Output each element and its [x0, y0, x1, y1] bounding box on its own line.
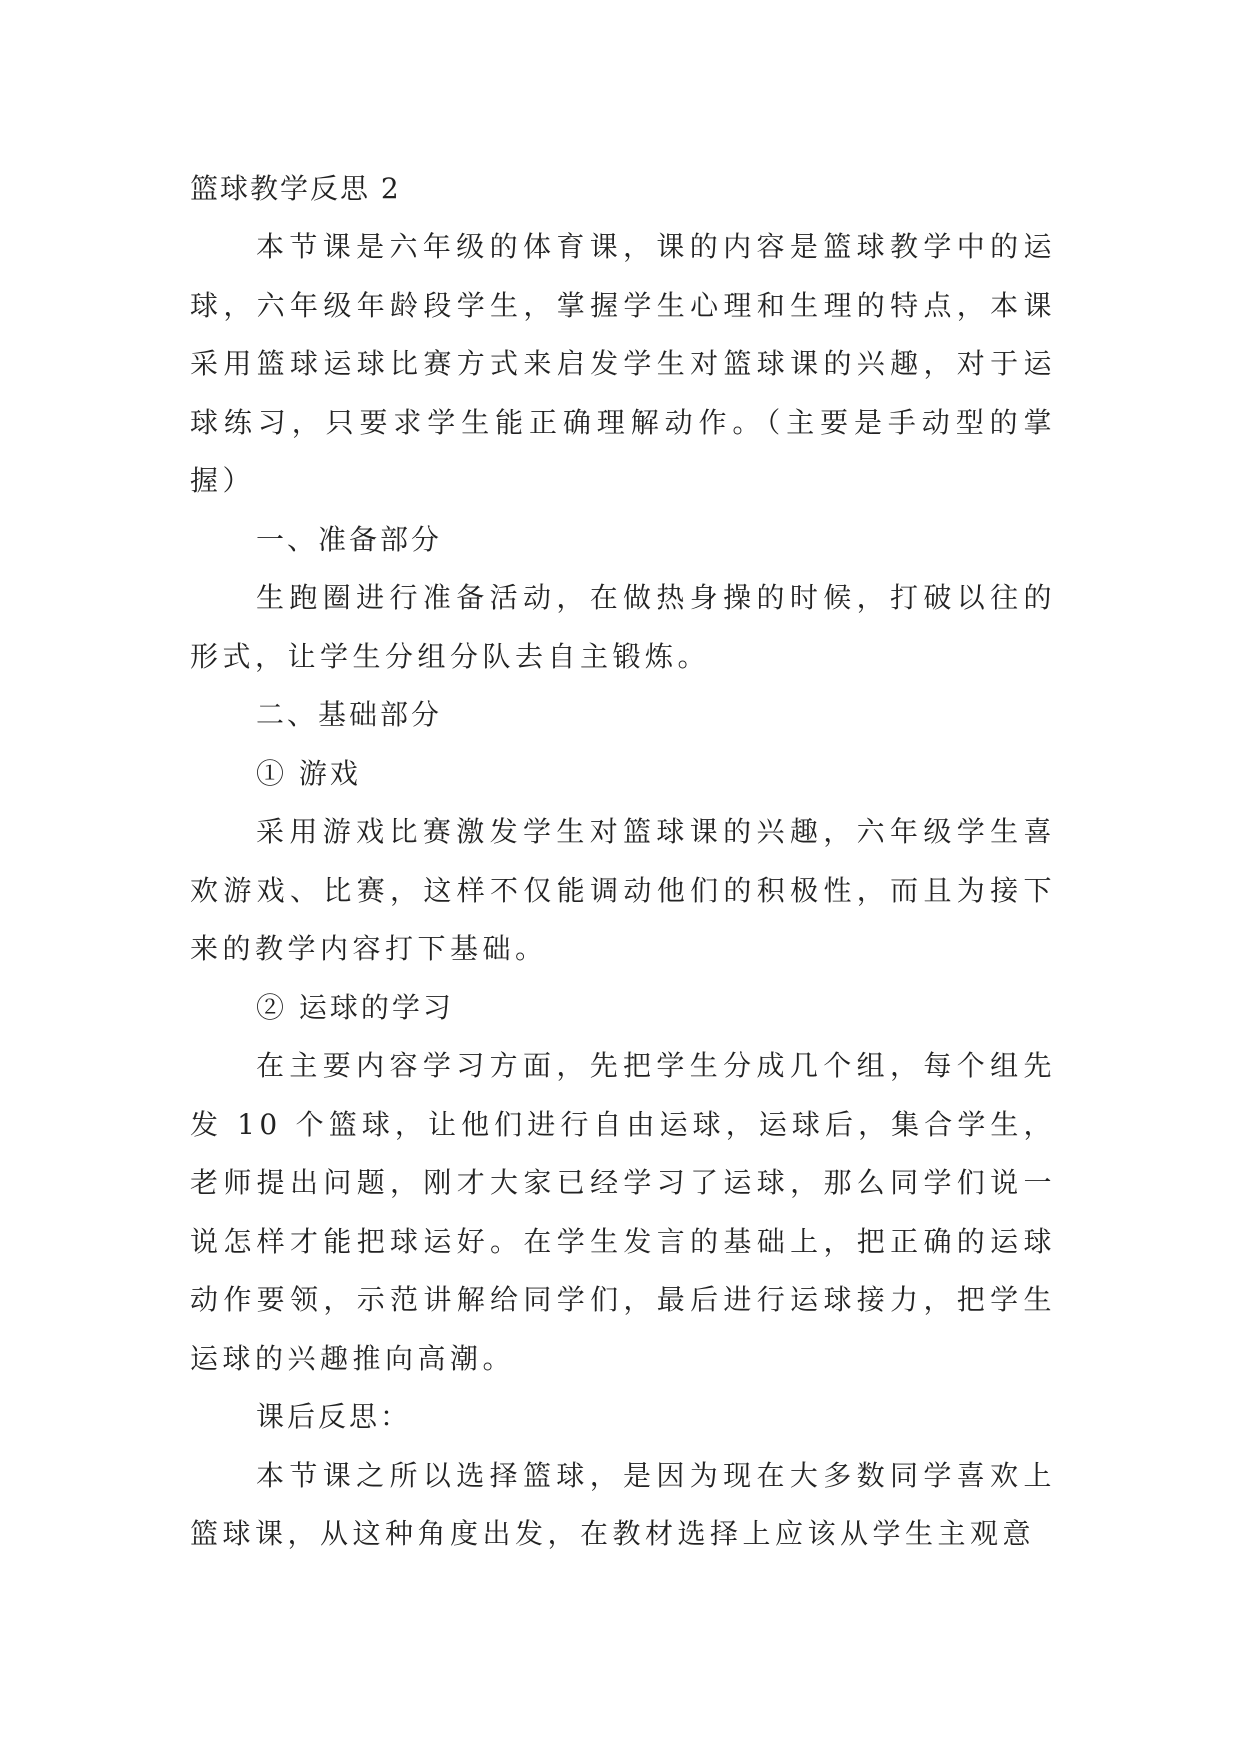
- paragraph-preparation: 生跑圈进行准备活动，在做热身操的时候，打破以往的形式，让学生分组分队去自主锻炼。: [190, 581, 1056, 673]
- paragraph-reflection: 本节课之所以选择篮球，是因为现在大多数同学喜欢上篮球课，从这种角度出发，在教材选择上应该从学生主观意: [190, 1458, 1056, 1550]
- section-heading-reflection: 课后反思：: [256, 1400, 412, 1433]
- paragraph-game: 采用游戏比赛激发学生对篮球课的兴趣，六年级学生喜欢游戏、比赛，这样不仅能调动他们的积极性，而且为接下来的教学内容打下基础。: [190, 815, 1056, 965]
- paragraph-intro: 本节课是六年级的体育课，课的内容是篮球教学中的运球，六年级年龄段学生，掌握学生心理和生理的特点，本课采用篮球运球比赛方式来启发学生对篮球课的兴趣，对于运球练习，只要求学生能正确理解动作。（主要是手动型的掌握）: [190, 230, 1056, 497]
- section-heading-preparation: 一、准备部分: [256, 522, 443, 556]
- document-title: 篮球教学反思 2: [190, 172, 401, 205]
- paragraph-dribbling: 在主要内容学习方面，先把学生分成几个组，每个组先发 10 个篮球，让他们进行自由运球，运球后，集合学生，老师提出问题，刚才大家已经学习了运球，那么同学们说一说怎样才能把球运好。在学生发言的基础上，把正确的运球动作要领，示范讲解给同学们，最后进行运球接力，把学生运球的兴趣推向高潮。: [190, 1049, 1056, 1375]
- subheading-dribbling: ② 运球的学习: [256, 990, 454, 1024]
- document-body: [190, 160, 1056, 1564]
- subheading-game: ① 游戏: [256, 756, 361, 790]
- section-heading-basics: 二、基础部分: [256, 698, 443, 731]
